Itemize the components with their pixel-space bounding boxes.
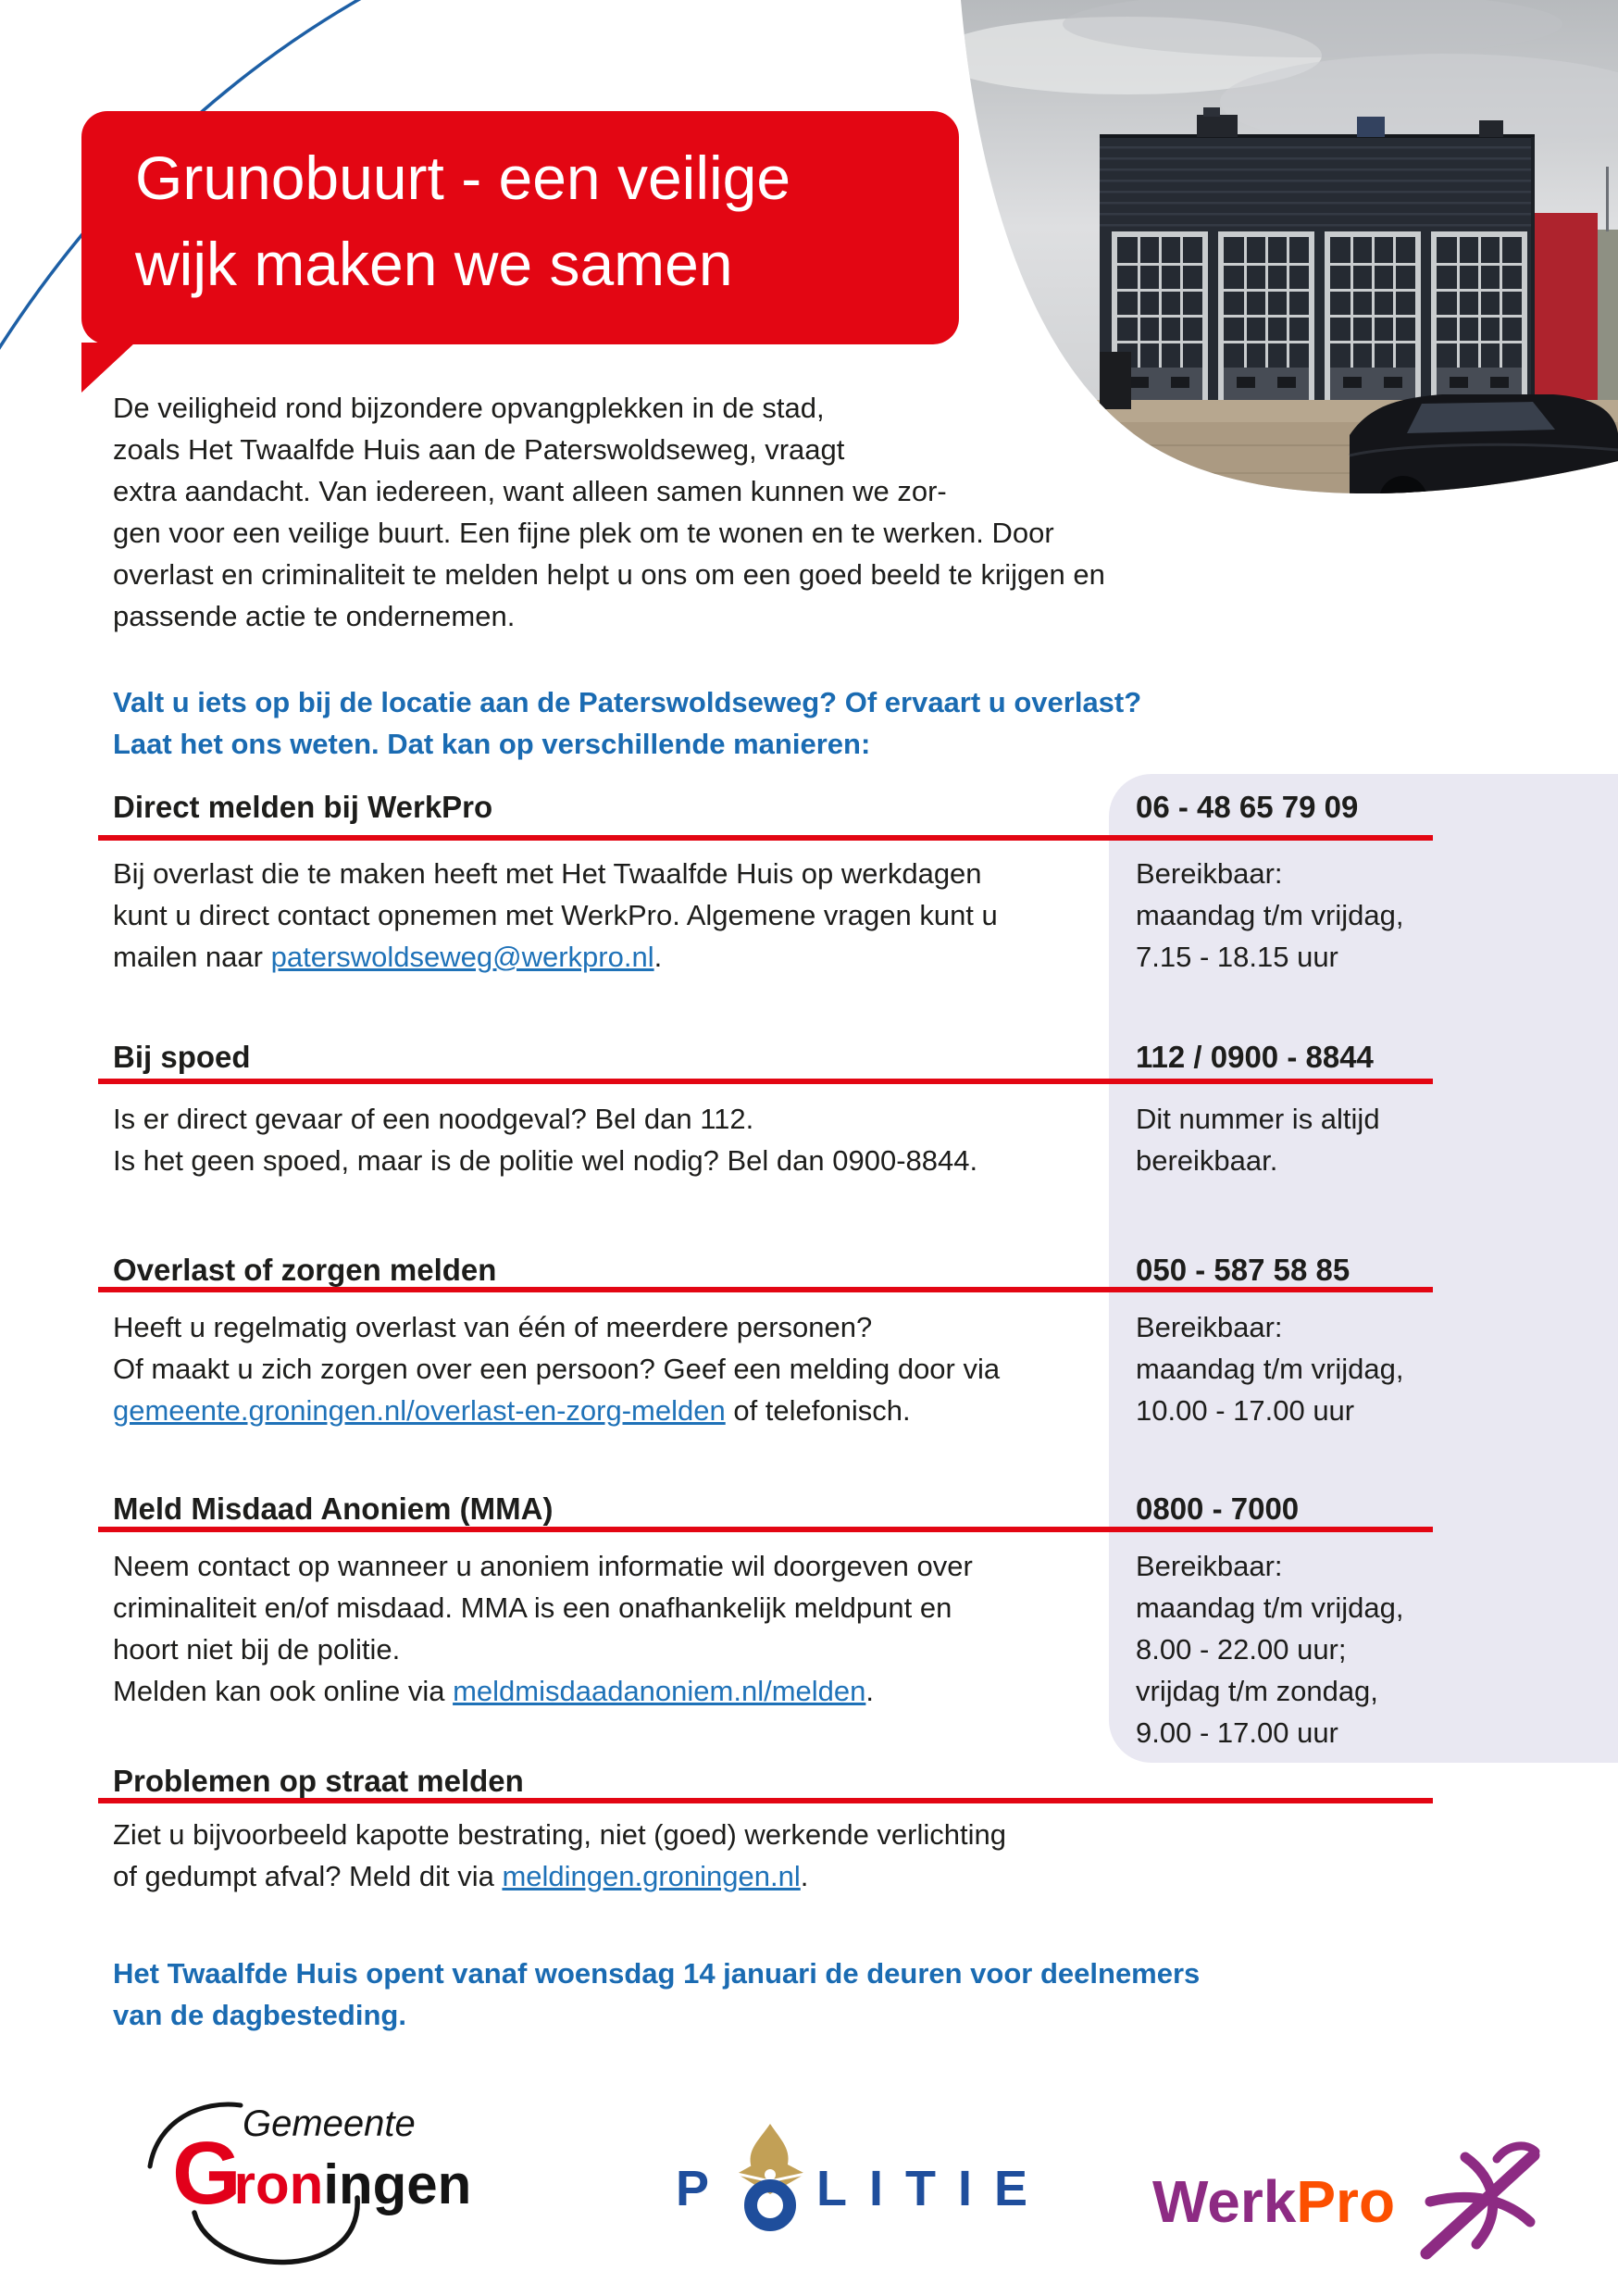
groningen-wordmark <box>172 2124 472 2223</box>
page-title-line1: Grunobuurt - een veilige <box>135 144 791 212</box>
body-line: Ziet u bijvoorbeeld kapotte bestrating, niet (goed) werkende verlichting <box>113 1818 1006 1851</box>
section-title-mma: Meld Misdaad Anoniem (MMA) <box>113 1491 554 1526</box>
gemeente-label: Gemeente <box>243 2103 416 2144</box>
photo-building <box>1100 107 1598 406</box>
intro-line: overlast en criminaliteit te melden helpt u ons om een goed beeld te krijgen en <box>113 558 1105 591</box>
politie-emblem-icon <box>731 2122 811 2231</box>
body-line <box>113 1670 973 1712</box>
section-divider <box>98 1079 1433 1084</box>
intro-paragraph <box>113 387 1105 637</box>
photo-red-panel <box>1535 213 1598 400</box>
werkpro-logo <box>1152 2137 1550 2266</box>
body-line: Neem contact op wanneer u anoniem informatie wil doorgeven over <box>113 1550 973 1582</box>
body-text: mailen naar <box>113 941 271 973</box>
availability-line: Bereikbaar: <box>1136 857 1283 890</box>
body-text: Melden kan ook online via <box>113 1675 454 1707</box>
callout-line2: Laat het ons weten. Dat kan op verschillende manieren: <box>113 728 871 760</box>
availability-line: vrijdag t/m zondag, <box>1136 1675 1378 1707</box>
body-line: Heeft u regelmatig overlast van één of meerdere personen? <box>113 1311 873 1343</box>
availability-line: 7.15 - 18.15 uur <box>1136 941 1338 973</box>
politie-p: P <box>676 2161 732 2216</box>
photo-van <box>1100 352 1131 409</box>
availability-line: Bereikbaar: <box>1136 1550 1283 1582</box>
phone-spoed: 112 / 0900 - 8844 <box>1136 1040 1374 1074</box>
availability-line: Bereikbaar: <box>1136 1311 1283 1343</box>
section-title-spoed: Bij spoed <box>113 1040 251 1074</box>
callout-heading <box>113 681 1141 765</box>
mma-melden-link[interactable]: meldmisdaadanoniem.nl/melden <box>453 1675 866 1707</box>
phone-werkpro: 06 - 48 65 79 09 <box>1136 790 1359 824</box>
phone-mma: 0800 - 7000 <box>1136 1491 1300 1526</box>
politie-logo <box>676 2122 1050 2231</box>
werkpro-figure-icon <box>1412 2137 1550 2266</box>
building-photo <box>961 0 1618 505</box>
closing-line1: Het Twaalfde Huis opent vanaf woensdag 14 januari de deuren voor deelnemers <box>113 1957 1201 1990</box>
body-line: Is er direct gevaar of een noodgeval? Bel dan 112. <box>113 1103 754 1135</box>
politie-litie: LITIE <box>816 2161 1051 2216</box>
availability-mma <box>1136 1545 1403 1753</box>
callout-line1: Valt u iets op bij de locatie aan de Paterswoldseweg? Of ervaart u overlast? <box>113 686 1142 718</box>
intro-line: De veiligheid rond bijzondere opvangplekken in de stad, <box>113 392 825 424</box>
werkpro-pro: Pro <box>1296 2168 1396 2235</box>
intro-line: gen voor een veilige buurt. Een fijne plek om te wonen en te werken. Door <box>113 517 1054 549</box>
groningen-g: G <box>172 2124 242 2223</box>
section-body-spoed <box>113 1098 977 1181</box>
body-line: hoort niet bij de politie. <box>113 1633 401 1666</box>
groningen-black-letters: ingen <box>323 2153 472 2215</box>
werkpro-email-link[interactable]: paterswoldseweg@werkpro.nl <box>270 941 654 973</box>
availability-werkpro <box>1136 853 1403 978</box>
availability-line: maandag t/m vrijdag, <box>1136 899 1404 931</box>
section-title-werkpro: Direct melden bij WerkPro <box>113 790 493 824</box>
body-line: criminaliteit en/of misdaad. MMA is een onafhankelijk meldpunt en <box>113 1591 952 1624</box>
closing-line2: van de dagbesteding. <box>113 1999 406 2031</box>
availability-line: maandag t/m vrijdag, <box>1136 1591 1404 1624</box>
body-line: kunt u direct contact opnemen met WerkPro. Algemene vragen kunt u <box>113 899 998 931</box>
closing-statement <box>113 1953 1200 2036</box>
werkpro-werk: Werk <box>1152 2168 1297 2235</box>
section-body-overlast <box>113 1306 1000 1431</box>
section-divider <box>98 835 1433 841</box>
availability-spoed <box>1136 1098 1380 1181</box>
body-line: Of maakt u zich zorgen over een persoon? Geef een melding door via <box>113 1353 1001 1385</box>
availability-line: 10.00 - 17.00 uur <box>1136 1394 1355 1427</box>
section-divider <box>98 1287 1433 1292</box>
body-text: . <box>865 1675 875 1707</box>
page-title-line2: wijk maken we samen <box>135 230 733 298</box>
gemeente-groningen-logo <box>130 2094 481 2289</box>
body-text: of gedumpt afval? Meld dit via <box>113 1860 503 1892</box>
availability-overlast <box>1136 1306 1403 1431</box>
section-body-werkpro <box>113 853 998 978</box>
phone-overlast: 050 - 587 58 85 <box>1136 1253 1350 1287</box>
body-line <box>113 1390 1000 1431</box>
body-line <box>113 936 998 978</box>
title-banner <box>81 111 959 344</box>
intro-line: zoals Het Twaalfde Huis aan de Paterswoldseweg, vraagt <box>113 433 845 466</box>
availability-line: bereikbaar. <box>1136 1144 1278 1177</box>
body-line: Is het geen spoed, maar is de politie wel nodig? Bel dan 0900-8844. <box>113 1144 978 1177</box>
section-divider <box>98 1798 1433 1803</box>
availability-line: Dit nummer is altijd <box>1136 1103 1380 1135</box>
availability-line: maandag t/m vrijdag, <box>1136 1353 1404 1385</box>
section-title-overlast: Overlast of zorgen melden <box>113 1253 497 1287</box>
body-line <box>113 1855 1006 1897</box>
body-line: Bij overlast die te maken heeft met Het Twaalfde Huis op werkdagen <box>113 857 982 890</box>
section-title-straat: Problemen op straat melden <box>113 1764 524 1798</box>
availability-line: 9.00 - 17.00 uur <box>1136 1716 1338 1749</box>
body-text: . <box>653 941 663 973</box>
body-text: of telefonisch. <box>725 1394 911 1427</box>
availability-line: 8.00 - 22.00 uur; <box>1136 1633 1347 1666</box>
body-text: . <box>800 1860 809 1892</box>
section-body-straat <box>113 1814 1006 1897</box>
intro-line: passende actie te ondernemen. <box>113 600 516 632</box>
section-body-mma <box>113 1545 973 1712</box>
photo-black-car <box>1350 394 1618 505</box>
groningen-red-letters: ron <box>233 2153 324 2215</box>
intro-line: extra aandacht. Van iedereen, want alleen samen kunnen we zor- <box>113 475 947 507</box>
meldingen-groningen-link[interactable]: meldingen.groningen.nl <box>502 1860 801 1892</box>
section-divider <box>98 1527 1433 1532</box>
gemeente-melden-link[interactable]: gemeente.groningen.nl/overlast-en-zorg-melden <box>113 1394 726 1427</box>
